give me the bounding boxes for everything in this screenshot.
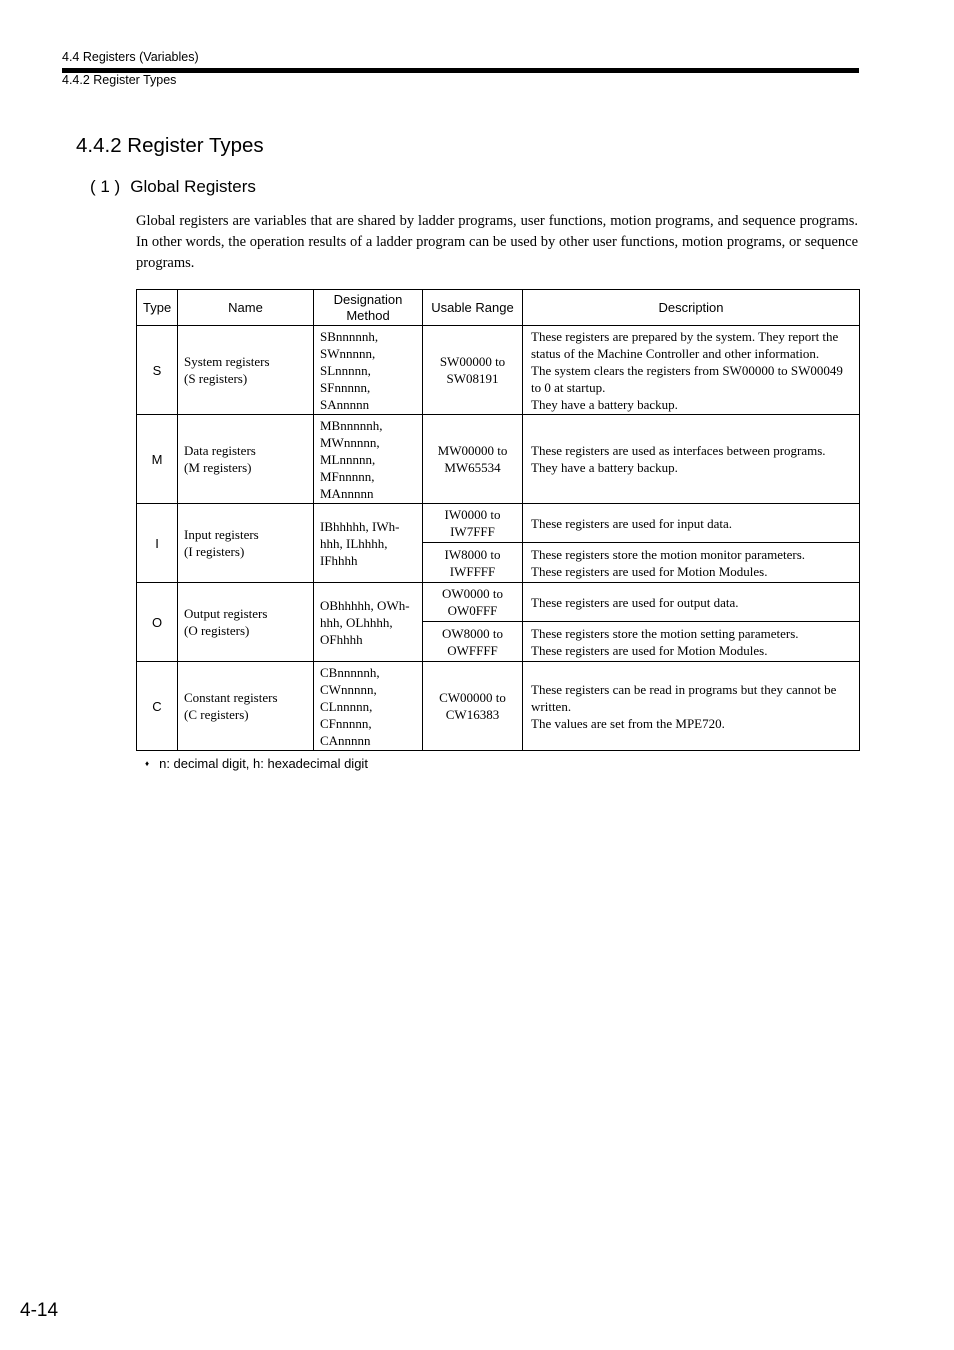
description-line: These registers are used as interfaces between programs. [531,443,826,458]
cell-description [523,583,860,622]
footnote [145,756,368,771]
range-line: IWFFFF [449,563,496,579]
cell-name-line: (S registers) [184,371,248,386]
cell-type: S [137,326,178,415]
designation-line: SLnnnnn, [320,362,371,378]
range-line: IW0000 to [444,507,501,522]
cell-designation [314,583,423,662]
cell-name-line: Data registers [184,443,256,458]
range-line: MW65534 [444,460,501,475]
range-line: OW8000 to [441,625,504,641]
designation-line: SBnnnnnh, [320,328,379,344]
description-line: These registers are used for output data. [531,594,739,610]
running-header-subsection: 4.4.2 Register Types [62,73,177,87]
cell-range [423,504,523,543]
designation-line: CWnnnnn, [320,681,377,697]
page-number: 4-14 [20,1300,59,1321]
description-line: The system clears the registers from SW00000 to SW00049 to 0 at startup. [531,362,843,395]
table-header-row [137,290,860,326]
description-line: They have a battery backup. [531,460,678,475]
description-line: These registers are prepared by the system. They report the status of the Machine Controller and other information. [531,328,839,361]
designation-line: SWnnnnn, [320,345,376,361]
bullet-icon: ♦ [145,759,150,768]
subsection-number: ( 1 ) [90,177,121,196]
cell-name-line: (I registers) [184,544,245,559]
designation-line: CAnnnnn [320,732,371,748]
cell-name-line: Constant registers [184,690,278,705]
description-line: These registers store the motion setting parameters. [531,625,799,641]
cell-name [178,583,314,662]
range-line: SW08191 [446,371,499,386]
section-title: 4.4.2 Register Types [76,134,264,157]
cell-description [523,543,860,583]
designation-line: MWnnnnn, [320,434,380,450]
register-types-table [136,289,860,751]
cell-type: O [137,583,178,662]
header-range: Usable Range [423,290,523,326]
header-name: Name [178,290,314,326]
table-row [137,583,860,622]
range-line: OW0000 to [441,586,504,601]
header-rule [62,68,859,73]
table-row [137,504,860,543]
designation-line: SAnnnnn [320,396,370,412]
cell-designation [314,504,423,583]
designation-line: OBhhhhh, OWh- [320,597,410,613]
cell-range [423,543,523,583]
designation-line: CFnnnnn, [320,715,372,731]
range-line: OWFFFF [447,642,498,658]
description-line: These registers are used for Motion Modules. [531,642,768,658]
cell-range [423,622,523,662]
cell-name-line: System registers [184,354,270,369]
range-line: CW16383 [445,707,500,722]
cell-designation [314,415,423,504]
cell-name [178,415,314,504]
cell-name-line: Output registers [184,606,268,621]
cell-range [423,326,523,415]
table-row [137,415,860,504]
description-line: These registers can be read in programs but they cannot be written. [531,681,837,714]
cell-range [423,415,523,504]
footnote-text: n: decimal digit, h: hexadecimal digit [159,756,368,771]
description-line: These registers are used for Motion Modules. [531,563,768,579]
cell-range [423,583,523,622]
designation-line: OFhhhh [320,631,363,647]
description-line: These registers store the motion monitor parameters. [531,546,806,562]
cell-description [523,415,860,504]
cell-designation [314,326,423,415]
cell-name-line: Input registers [184,527,259,542]
header-type: Type [137,290,178,326]
designation-line: IBhhhhh, IWh- [320,518,400,534]
running-header-section: 4.4 Registers (Variables) [62,50,199,64]
designation-line: CLnnnnn, [320,698,373,714]
subsection-title [90,177,256,197]
designation-line: MAnnnnn [320,485,374,501]
table-row [137,662,860,751]
designation-line: CBnnnnnh, [320,664,380,680]
description-line: They have a battery backup. [531,396,678,412]
cell-name-line: (C registers) [184,707,249,722]
subsection-text: Global Registers [130,177,256,196]
header-description: Description [523,290,860,326]
cell-name [178,504,314,583]
designation-line: MBnnnnnh, [320,417,383,433]
cell-designation [314,662,423,751]
cell-type: M [137,415,178,504]
cell-description [523,662,860,751]
designation-line: hhh, OLhhhh, [320,614,393,630]
cell-range [423,662,523,751]
range-line: IW7FFF [450,524,495,539]
range-line: CW00000 to [439,690,506,705]
designation-line: SFnnnnn, [320,379,371,395]
intro-paragraph: Global registers are variables that are shared by ladder programs, user functions, motion programs, and sequence programs. In other words, the operation results of a ladder program can be used by other user functions, motion programs, or sequence programs. [136,213,858,271]
range-line: MW00000 to [437,443,508,458]
range-line: IW8000 to [444,546,501,562]
cell-description [523,622,860,662]
cell-name [178,326,314,415]
designation-line: hhh, ILhhhh, [320,535,388,551]
cell-description [523,504,860,543]
designation-line: IFhhhh [320,552,358,568]
description-line: The values are set from the MPE720. [531,715,725,731]
table-row [137,326,860,415]
range-line: OW0FFF [447,603,498,618]
designation-line: MFnnnnn, [320,468,375,484]
designation-line: MLnnnnn, [320,451,376,467]
description-line: These registers are used for input data. [531,515,733,531]
cell-name-line: (O registers) [184,623,250,638]
cell-type: I [137,504,178,583]
cell-type: C [137,662,178,751]
range-line: SW00000 to [439,354,506,369]
cell-name [178,662,314,751]
header-designation: Designation Method [314,290,423,326]
cell-name-line: (M registers) [184,460,252,475]
cell-description [523,326,860,415]
